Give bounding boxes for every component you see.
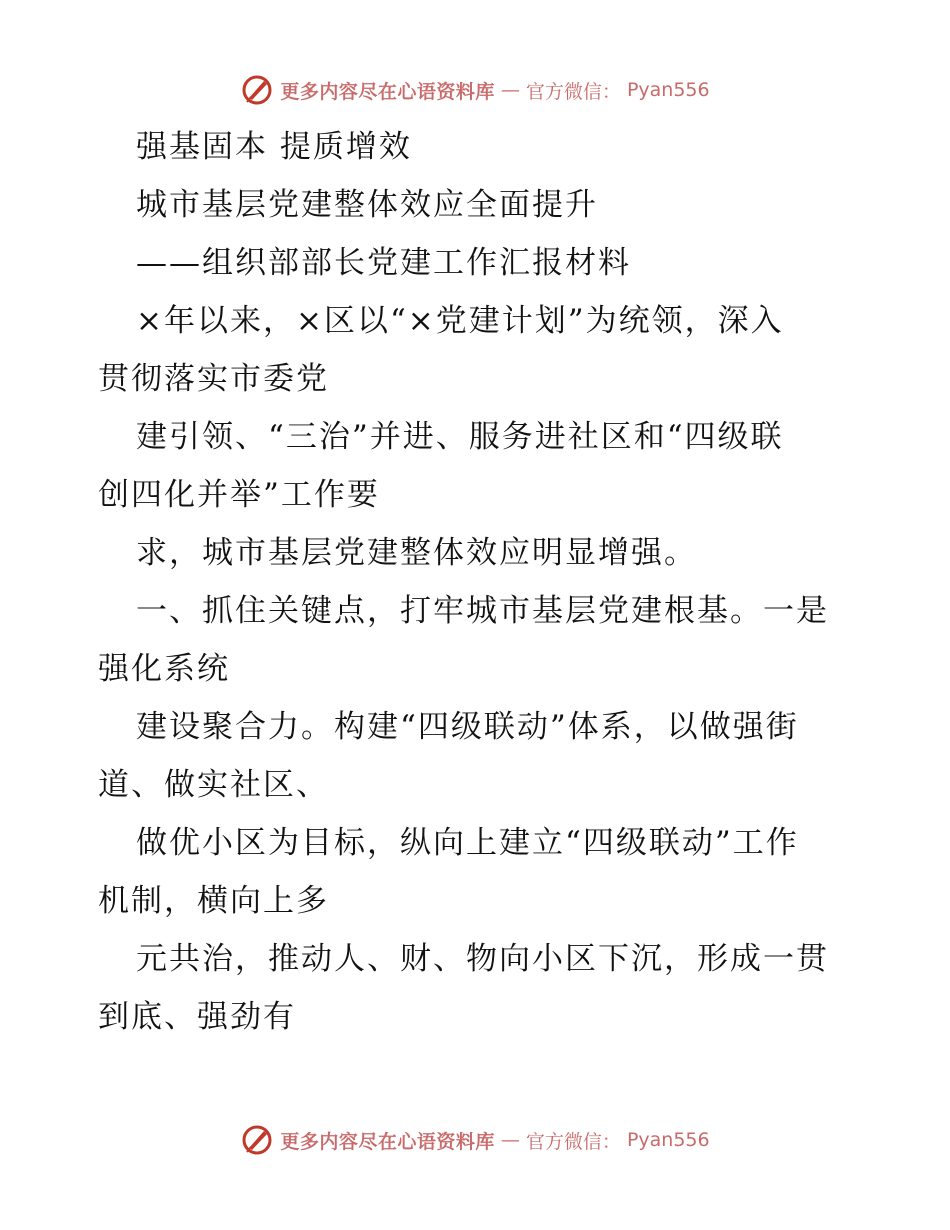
watermark-wechat-label: 官方微信： [525, 80, 621, 103]
watermark-wechat-id: Pyan556 [626, 1129, 710, 1151]
quill-logo-icon [240, 73, 274, 107]
paragraph-line: 做优小区为目标，纵向上建立“四级联动”工作 [136, 825, 799, 861]
watermark-dash: — [500, 79, 520, 101]
quill-logo-icon [240, 1123, 274, 1157]
doc-title-line-1: 强基固本 提质增效 [136, 129, 412, 165]
paragraph-line: 创四化并举”工作要 [98, 477, 380, 513]
watermark-wechat-label: 官方微信： [525, 1130, 621, 1153]
paragraph-line: 建引领、“三治”并进、服务进社区和“四级联 [136, 419, 784, 455]
paragraph-line: 一、抓住关键点，打牢城市基层党建根基。一是 [136, 593, 829, 629]
paragraph-line: 贯彻落实市委党 [98, 361, 329, 397]
watermark-wechat-id: Pyan556 [626, 79, 710, 101]
paragraph-line: 强化系统 [98, 651, 230, 687]
paragraph-line: 机制，横向上多 [98, 883, 329, 919]
header-watermark [0, 70, 950, 110]
watermark-text: 更多内容尽在心语资料库 [280, 1130, 495, 1153]
paragraph-line: 到底、强劲有 [98, 999, 296, 1035]
paragraph-line: 元共治，推动人、财、物向小区下沉，形成一贯 [136, 941, 829, 977]
paragraph-line: 求，城市基层党建整体效应明显增强。 [136, 535, 697, 571]
document-body [98, 118, 858, 1046]
doc-subtitle: ——组织部部长党建工作汇报材料 [136, 245, 631, 281]
watermark-text: 更多内容尽在心语资料库 [280, 80, 495, 103]
watermark-dash: — [500, 1129, 520, 1151]
paragraph-line: 建设聚合力。构建“四级联动”体系，以做强街 [136, 709, 799, 745]
paragraph-line: ×年以来，×区以“×党建计划”为统领，深入 [136, 303, 784, 339]
doc-title-line-2: 城市基层党建整体效应全面提升 [136, 187, 598, 223]
footer-watermark [0, 1120, 950, 1160]
paragraph-line: 道、做实社区、 [98, 767, 329, 803]
